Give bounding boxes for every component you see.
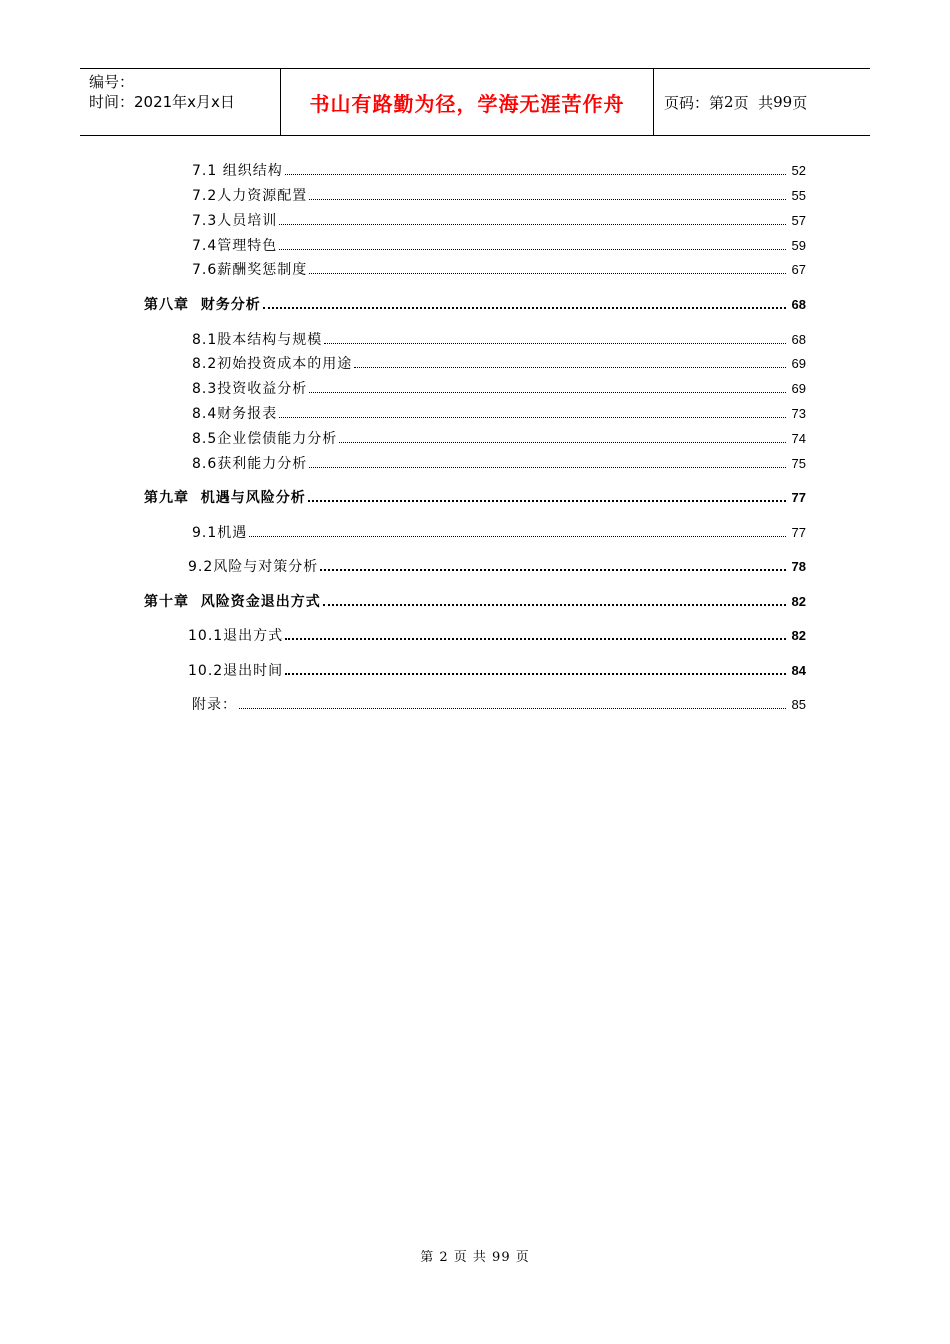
header-page-info xyxy=(654,69,870,135)
toc-leader-dots xyxy=(309,198,786,200)
toc-entry-page: 57 xyxy=(791,213,806,228)
toc-entry-page: 68 xyxy=(791,332,806,347)
toc-entry-label: 7.4管理特色 xyxy=(192,238,278,254)
toc-entry-label: 8.4财务报表 xyxy=(192,406,278,422)
toc-entry-page: 55 xyxy=(791,188,806,203)
toc-entry-label: 8.5企业偿债能力分析 xyxy=(192,431,338,447)
toc-leader-dots xyxy=(285,637,786,640)
toc-leader-dots xyxy=(323,603,786,606)
toc-chapter-entry[interactable] xyxy=(144,592,806,612)
toc-entry-label: 第十章 风险资金退出方式 xyxy=(144,594,321,610)
toc-chapter-entry[interactable] xyxy=(144,295,806,315)
toc-leader-dots xyxy=(263,306,786,309)
toc-entry-label: 7.6薪酬奖惩制度 xyxy=(192,262,308,278)
toc-entry-label: 8.6获利能力分析 xyxy=(192,456,308,472)
toc-entry-page: 77 xyxy=(791,525,806,540)
toc-entry-label: 8.2初始投资成本的用途 xyxy=(192,356,353,372)
toc-leader-dots xyxy=(339,441,786,443)
document-number-label: 编号： xyxy=(89,73,135,91)
document-date: 时间：2021年x月x日 xyxy=(89,93,235,111)
toc-entry-label: 第九章 机遇与风险分析 xyxy=(144,490,306,506)
toc-entry-page: 74 xyxy=(791,431,806,446)
toc-entry-page: 77 xyxy=(791,490,806,505)
toc-entry[interactable] xyxy=(192,260,806,280)
page-prefix: 页码：第 xyxy=(664,93,725,112)
toc-entry[interactable] xyxy=(192,354,806,374)
toc-leader-dots xyxy=(320,568,786,571)
toc-entry-page: 82 xyxy=(791,594,806,609)
toc-entry[interactable] xyxy=(192,454,806,474)
toc-entry-page: 69 xyxy=(791,356,806,371)
toc-entry-page: 59 xyxy=(791,238,806,253)
toc-entry[interactable] xyxy=(192,379,806,399)
page-current: 2 xyxy=(724,93,734,111)
header-meta xyxy=(80,69,281,135)
toc-leader-dots xyxy=(279,248,786,250)
toc-chapter-entry[interactable] xyxy=(144,488,806,508)
toc-entry-label: 9.2风险与对策分析 xyxy=(188,559,319,575)
toc-entry-page: 69 xyxy=(791,381,806,396)
page-footer: 第 2 页 共 99 页 xyxy=(420,1250,530,1265)
toc-entry-page: 67 xyxy=(791,262,806,277)
toc-entry-page: 84 xyxy=(791,663,806,678)
toc-entry[interactable] xyxy=(192,330,806,350)
toc-entry-page: 68 xyxy=(791,297,806,312)
toc-entry-label: 第八章 财务分析 xyxy=(144,297,261,313)
toc-entry[interactable] xyxy=(192,161,806,181)
toc-leader-dots xyxy=(309,391,786,393)
toc-entry[interactable] xyxy=(192,404,806,424)
toc-entry[interactable] xyxy=(192,211,806,231)
header-motto: 书山有路勤为径，学海无涯苦作舟 xyxy=(281,69,654,135)
toc-entry[interactable] xyxy=(192,523,806,543)
toc-entry-label: 8.1股本结构与规模 xyxy=(192,332,323,348)
toc-entry-page: 75 xyxy=(791,456,806,471)
toc-entry-label: 8.3投资收益分析 xyxy=(192,381,308,397)
toc-leader-dots xyxy=(279,416,786,418)
toc-entry[interactable] xyxy=(192,429,806,449)
page-header xyxy=(80,68,870,136)
toc-section-entry[interactable] xyxy=(188,626,806,646)
page-suffix: 页 xyxy=(792,93,808,112)
toc-leader-dots xyxy=(279,223,786,225)
toc-entry-label: 10.2退出时间 xyxy=(188,663,284,679)
toc-entry-label: 7.1 组织结构 xyxy=(192,163,283,179)
toc-entry[interactable] xyxy=(192,236,806,256)
toc-leader-dots xyxy=(309,272,786,274)
toc-entry-page: 73 xyxy=(791,406,806,421)
toc-entry-label: 10.1退出方式 xyxy=(188,628,284,644)
toc-leader-dots xyxy=(239,707,786,709)
toc-entry[interactable] xyxy=(192,186,806,206)
toc-entry-page: 52 xyxy=(791,163,806,178)
toc-leader-dots xyxy=(354,366,786,368)
toc-section-entry[interactable] xyxy=(188,661,806,681)
toc-leader-dots xyxy=(324,342,786,344)
toc-entry-label: 7.3人员培训 xyxy=(192,213,278,229)
toc-entry-page: 82 xyxy=(791,628,806,643)
toc-leader-dots xyxy=(285,173,786,175)
toc-section-entry[interactable] xyxy=(188,557,806,577)
toc-entry-label: 9.1机遇 xyxy=(192,525,248,541)
toc-leader-dots xyxy=(285,672,786,675)
toc-leader-dots xyxy=(308,499,786,502)
toc-entry-label: 附录： xyxy=(192,697,237,713)
toc-entry-page: 85 xyxy=(791,697,806,712)
toc-leader-dots xyxy=(309,466,786,468)
toc-leader-dots xyxy=(249,535,786,537)
page-mid: 页 共 xyxy=(733,93,774,112)
page-total: 99 xyxy=(773,93,793,111)
toc-entry-label: 7.2人力资源配置 xyxy=(192,188,308,204)
toc-entry-page: 78 xyxy=(791,559,806,574)
toc-entry[interactable] xyxy=(192,695,806,715)
